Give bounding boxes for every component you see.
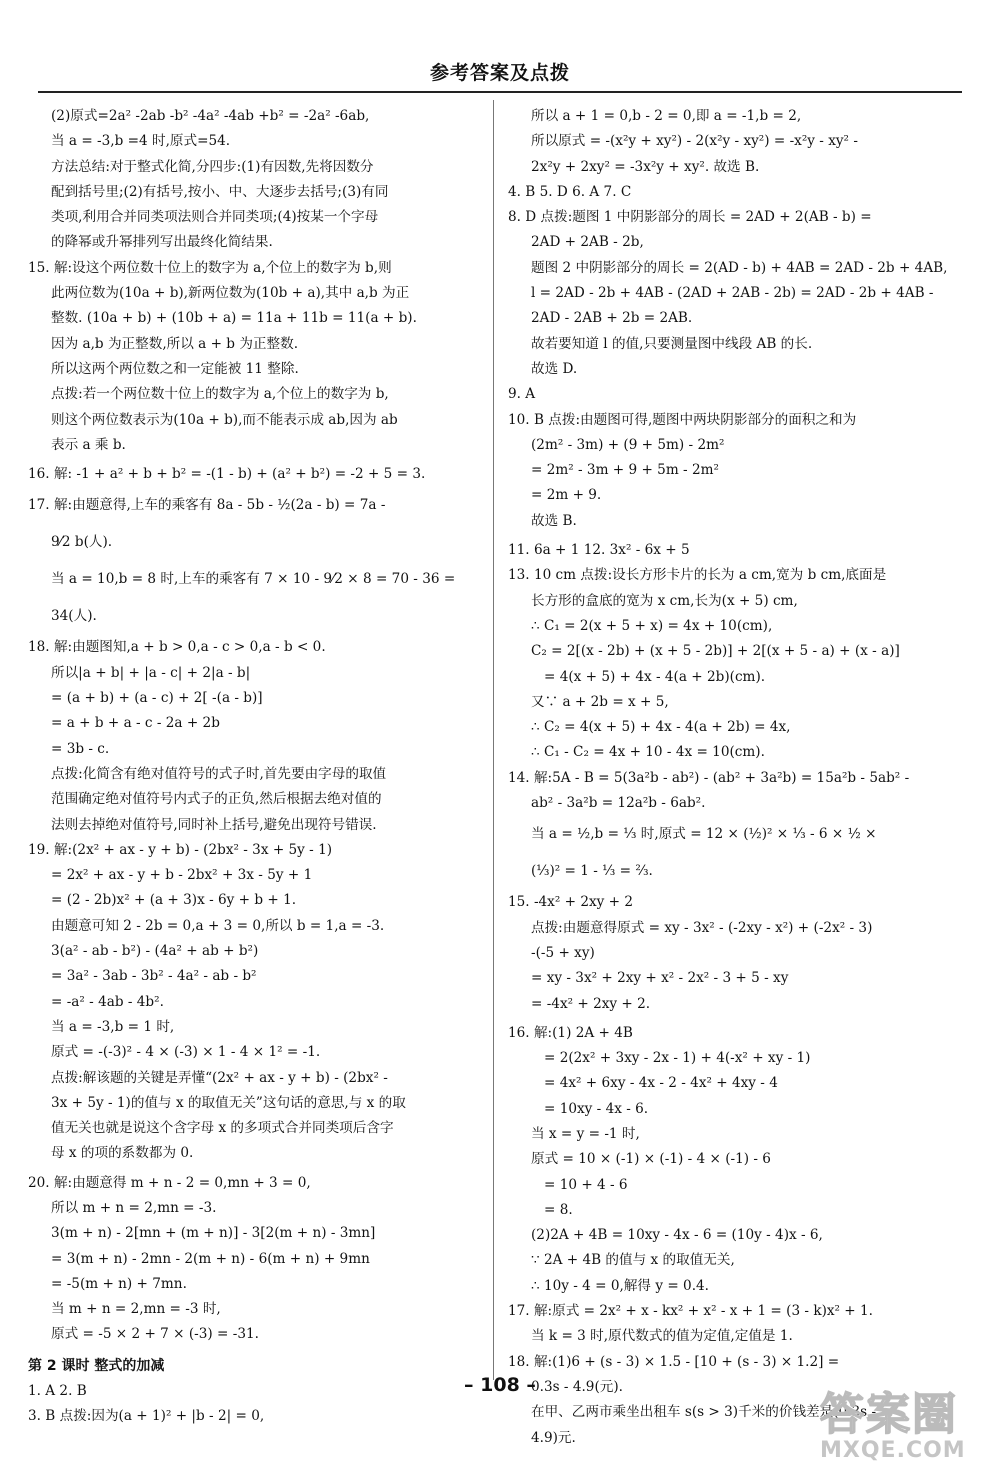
answer-line: 3(a² - ab - b²) - (4a² + ab + b²) [51, 943, 259, 960]
answer-line: 18. 解:由题图知,a + b > 0,a - c > 0,a - b < 0. [28, 639, 326, 656]
answer-line: 34(人). [51, 608, 97, 625]
answer-line: 16. 解: -1 + a² + b + b² = -(1 - b) + (a² + b²) = -2 + 5 = 3. [28, 466, 426, 483]
answer-line: 18. 解:(1)6 + (s - 3) × 1.5 - [10 + (s - 3) × 1.2] = [508, 1353, 840, 1370]
answer-line: 当 m + n = 2,mn = -3 时, [51, 1301, 221, 1318]
answer-line: ∴ 10y - 4 = 0,解得 y = 0.4. [531, 1277, 709, 1294]
answer-line: 2AD + 2AB - 2b, [531, 234, 644, 251]
answer-line: 题图 2 中阴影部分的周长 = 2(AD - b) + 4AB = 2AD - 2b + 4AB, [531, 259, 948, 276]
answer-line: 9. A [508, 386, 536, 403]
answer-line: 17. 解:由题意得,上车的乘客有 8a - 5b - ½(2a - b) = 7a - [28, 497, 386, 514]
answer-line: 当 a = ½,b = ⅓ 时,原式 = 12 × (½)² × ⅓ - 6 × ½ × [531, 826, 877, 843]
answer-line: 11. 6a + 1 12. 3x² - 6x + 5 [508, 542, 690, 559]
answer-line: = (2 - 2b)x² + (a + 3)x - 6y + b + 1. [51, 892, 297, 909]
answer-line: 当 a = -3,b = 1 时, [51, 1018, 175, 1035]
answer-line: 故选 B. [531, 512, 577, 529]
answer-line: = 10 + 4 - 6 [544, 1176, 628, 1193]
answer-line: l = 2AD - 2b + 4AB - (2AD + 2AB - 2b) = 2AD - 2b + 4AB - [531, 285, 934, 302]
answer-line: 原式 = -5 × 2 + 7 × (-3) = -31. [51, 1326, 259, 1343]
answer-line: 长方形的盒底的宽为 x cm,长为(x + 5) cm, [531, 592, 798, 609]
answer-line: 9⁄2 b(人). [51, 534, 113, 551]
answer-line: = 10xy - 4x - 6. [544, 1100, 649, 1117]
answer-line: 的降幂或升幂排列写出最终化简结果. [51, 234, 273, 251]
answer-line: 法则去掉绝对值符号,同时补上括号,避免出现符号错误. [51, 816, 377, 833]
answer-line: 配到括号里;(2)有括号,按小、中、大逐步去括号;(3)有同 [51, 183, 389, 200]
right-column [508, 104, 963, 1451]
answer-line: = 8. [544, 1201, 573, 1218]
answer-line: 此两位数为(10a + b),新两位数为(10b + a),其中 a,b 为正 [51, 285, 410, 302]
answer-line: 所以原式 = -(x²y + xy²) - 2(x²y - xy²) = -x²y - xy² - [531, 133, 858, 150]
answer-line: 又∵ a + 2b = x + 5, [531, 693, 669, 710]
answer-line: 整数. (10a + b) + (10b + a) = 11a + 11b = 11(a + b). [51, 310, 417, 327]
answer-line: 当 a = -3,b =4 时,原式=54. [51, 133, 231, 150]
answer-line: 19. 解:(2x² + ax - y + b) - (2bx² - 3x + 5y - 1) [28, 841, 333, 858]
answer-line: = 2m + 9. [531, 487, 602, 504]
answer-line: 10. B 点拨:由题图可得,题图中两块阴影部分的面积之和为 [508, 411, 857, 428]
answer-line: (2)2A + 4B = 10xy - 4x - 6 = (10y - 4)x - 6, [531, 1227, 823, 1244]
answer-line: (2m² - 3m) + (9 + 5m) - 2m² [531, 436, 725, 453]
answer-line: = 4(x + 5) + 4x - 4(a + 2b)(cm). [544, 668, 766, 685]
watermark-logo: 答案圈 [820, 1389, 958, 1440]
answer-line: 故若要知道 l 的值,只要测量图中线段 AB 的长. [531, 335, 813, 352]
answer-line: 15. 解:设这个两位数十位上的数字为 a,个位上的数字为 b,则 [28, 259, 392, 276]
answer-line: 15. -4x² + 2xy + 2 [508, 894, 634, 911]
answer-line: 当 a = 10,b = 8 时,上车的乘客有 7 × 10 - 9⁄2 × 8 = 70 - 36 = [51, 571, 456, 588]
watermark [820, 1389, 990, 1463]
answer-line: 8. D 点拨:题图 1 中阴影部分的周长 = 2AD + 2(AB - b) = [508, 209, 872, 226]
answer-line: = 2m² - 3m + 9 + 5m - 2m² [531, 462, 719, 479]
answer-line: 4. B 5. D 6. A 7. C [508, 183, 632, 200]
answer-line: 第 2 课时 整式的加减 [28, 1357, 165, 1374]
answer-line: 原式 = 10 × (-1) × (-1) - 4 × (-1) - 6 [531, 1151, 771, 1168]
page-number: – 108 – [464, 1374, 536, 1396]
answer-line: 当 x = y = -1 时, [531, 1125, 640, 1142]
answer-line: = a + b + a - c - 2a + 2b [51, 715, 220, 732]
answer-line: 13. 10 cm 点拨:设长方形卡片的长为 a cm,宽为 b cm,底面是 [508, 567, 887, 584]
column-divider [493, 100, 494, 1380]
answer-line: ∴ C₁ - C₂ = 4x + 10 - 4x = 10(cm). [531, 744, 765, 761]
answer-line: 所以这两个两位数之和一定能被 11 整除. [51, 360, 299, 377]
answer-line: 17. 解:原式 = 2x² + x - kx² + x² - x + 1 = (3 - k)x² + 1. [508, 1303, 873, 1320]
answer-line: 方法总结:对于整式化简,分四步:(1)有因数,先将因数分 [51, 158, 374, 175]
answer-line: 点拨:若一个两位数十位上的数字为 a,个位上的数字为 b, [51, 386, 389, 403]
answer-line: = -a² - 4ab - 4b². [51, 993, 164, 1010]
answer-line: 所以|a + b| + |a - c| + 2|a - b| [51, 664, 251, 681]
answer-line: 故选 D. [531, 360, 578, 377]
answer-line: = 3a² - 3ab - 3b² - 4a² - ab - b² [51, 968, 257, 985]
answer-line: = 3b - c. [51, 740, 110, 757]
answer-line: 所以 m + n = 2,mn = -3. [51, 1199, 217, 1216]
answer-line: 3. B 点拨:因为(a + 1)² + |b - 2| = 0, [28, 1408, 265, 1425]
answer-line: (⅓)² = 1 - ⅓ = ⅔. [531, 863, 653, 880]
answer-line: = 4x² + 6xy - 4x - 2 - 4x² + 4xy - 4 [544, 1075, 778, 1092]
answer-line: = 3(m + n) - 2mn - 2(m + n) - 6(m + n) + 9mn [51, 1250, 370, 1267]
answer-line: 点拨:化简含有绝对值符号的式子时,首先要由字母的取值 [51, 765, 387, 782]
answer-line: ∵ 2A + 4B 的值与 x 的取值无关, [531, 1252, 735, 1269]
answer-line: 点拨:解该题的关键是弄懂“(2x² + ax - y + b) - (2bx² - [51, 1069, 388, 1086]
answer-line: 0.3s - 4.9(元). [531, 1378, 623, 1395]
answer-line: 范围确定绝对值符号内式子的正负,然后根据去绝对值的 [51, 791, 382, 808]
answer-line: 母 x 的项的系数都为 0. [51, 1145, 194, 1162]
answer-line: 则这个两位数表示为(10a + b),而不能表示成 ab,因为 ab [51, 411, 398, 428]
answer-line: 由题意可知 2 - 2b = 0,a + 3 = 0,所以 b = 1,a = -3. [51, 917, 385, 934]
answer-line: = 2(2x² + 3xy - 2x - 1) + 4(-x² + xy - 1) [544, 1050, 811, 1067]
answer-line: 在甲、乙两市乘坐出租车 s(s > 3)千米的价钱差是(0.3s - [531, 1404, 877, 1421]
left-column [28, 104, 483, 1430]
answer-line: 1. A 2. B [28, 1383, 87, 1400]
answer-line: = xy - 3x² + 2xy + x² - 2x² - 3 + 5 - xy [531, 970, 789, 987]
answer-line: 14. 解:5A - B = 5(3a²b - ab²) - (ab² + 3a²b) = 15a²b - 5ab² - [508, 769, 910, 786]
answer-line: = (a + b) + (a - c) + 2[ -(a - b)] [51, 690, 263, 707]
answer-line: 表示 a 乘 b. [51, 436, 126, 453]
answer-line: 值无关也就是说这个含字母 x 的多项式合并同类项后含字 [51, 1120, 394, 1137]
answer-line: 4.9)元. [531, 1429, 576, 1446]
watermark-url: MXQE.COM [820, 1438, 966, 1463]
answer-line: ∴ C₁ = 2(x + 5 + x) = 4x + 10(cm), [531, 617, 773, 634]
answer-line: 因为 a,b 为正整数,所以 a + b 为正整数. [51, 335, 299, 352]
answer-line: ∴ C₂ = 4(x + 5) + 4x - 4(a + 2b) = 4x, [531, 719, 791, 736]
answer-line: 2AD - 2AB + 2b = 2AB. [531, 310, 693, 327]
header-rule [38, 91, 962, 93]
answer-line: 3(m + n) - 2[mn + (m + n)] - 3[2(m + n) - 3mn] [51, 1225, 376, 1242]
answer-line: 20. 解:由题意得 m + n - 2 = 0,mn + 3 = 0, [28, 1174, 311, 1191]
answer-line: ab² - 3a²b = 12a²b - 6ab². [531, 795, 706, 812]
answer-line: = -4x² + 2xy + 2. [531, 995, 651, 1012]
answer-line: 所以 a + 1 = 0,b - 2 = 0,即 a = -1,b = 2, [531, 108, 802, 124]
page-header-title: 参考答案及点拨 [429, 62, 570, 84]
answer-line: 3x + 5y - 1)的值与 x 的取值无关”这句话的意思,与 x 的取 [51, 1094, 406, 1111]
answer-line: 点拨:由题意得原式 = xy - 3x² - (-2xy - x²) + (-2x² - 3) [531, 919, 873, 936]
answer-line: 类项,利用合并同类项法则合并同类项;(4)按某一个字母 [51, 209, 379, 226]
answer-line: 当 k = 3 时,原代数式的值为定值,定值是 1. [531, 1328, 793, 1345]
answer-line: -(-5 + xy) [531, 944, 595, 961]
answer-line: (2)原式=2a² -2ab -b² -4a² -4ab +b² = -2a² -6ab, [51, 108, 370, 124]
answer-line: 2x²y + 2xy² = -3x²y + xy². 故选 B. [531, 158, 760, 175]
answer-line: 原式 = -(-3)² - 4 × (-3) × 1 - 4 × 1² = -1. [51, 1044, 321, 1061]
answer-line: 16. 解:(1) 2A + 4B [508, 1024, 633, 1041]
answer-line: C₂ = 2[(x - 2b) + (x + 5 - 2b)] + 2[(x + 5 - a) + (x - a)] [531, 643, 900, 660]
answer-line: = 2x² + ax - y + b - 2bx² + 3x - 5y + 1 [51, 867, 313, 884]
answer-line: = -5(m + n) + 7mn. [51, 1275, 187, 1292]
